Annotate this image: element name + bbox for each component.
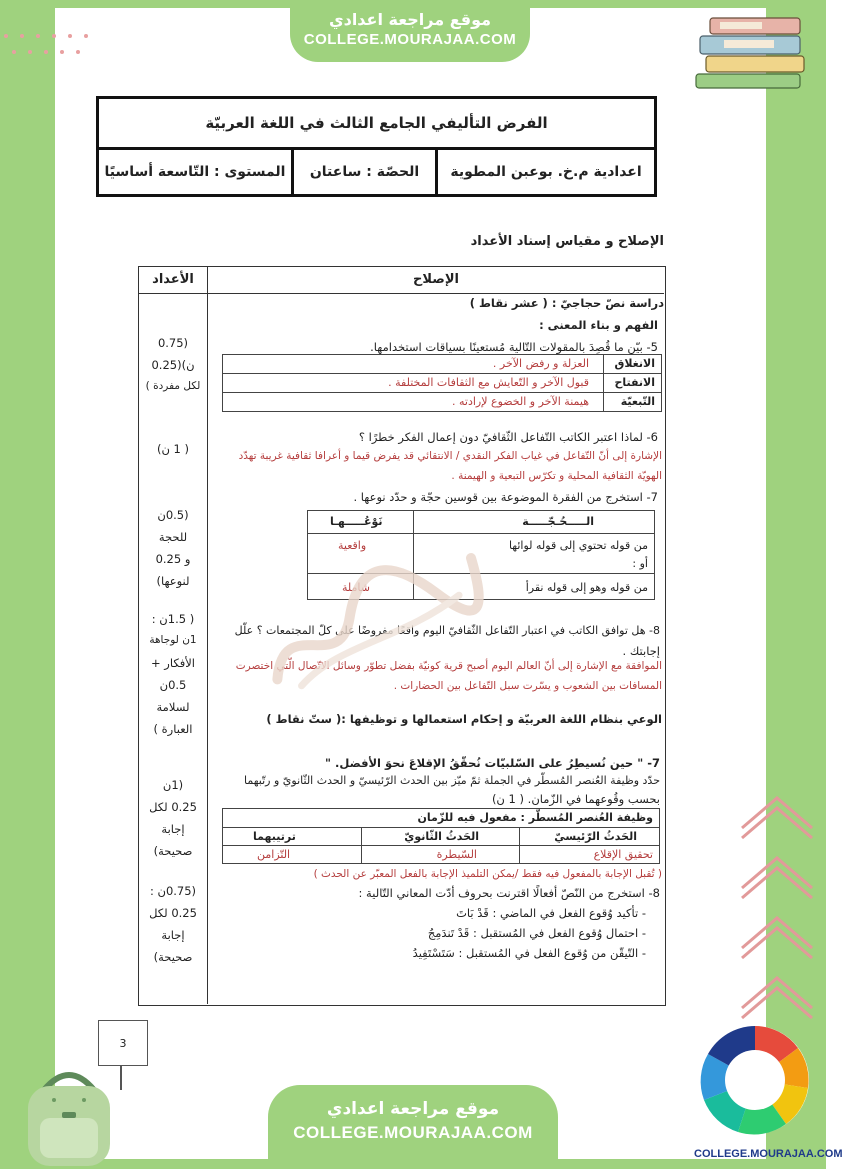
score-q7b: إجابة (161, 822, 185, 836)
banner-bottom-url[interactable]: COLLEGE.MOURAJAA.COM (293, 1123, 533, 1142)
score-q8: 1ن لوجاهة (149, 634, 197, 646)
q7-header-argument: الـــــحُـجّـــــة (522, 515, 594, 528)
section-argument-heading: دراسة نصّ حجاجيّ : ( عشر نقاط ) (469, 296, 664, 310)
q7b-header-order: ترتيبهما (253, 830, 296, 843)
school-backpack-icon (14, 1060, 124, 1168)
answer-8-line1: الموافقة مع الإشارة إلى أنّ العالم اليوم أصبح قرية كونيّة بفضل تطوّر وسائل الاتّصال الّتي اختصرت (235, 660, 662, 672)
answer-6-line1: الإشارة إلى أنّ التّفاعل في غياب الفكر النقدي / الانتقائي قد يفرض قيما و أعرافا ثقافية غريبة تهدّد (238, 450, 662, 462)
q7b-header-secondary: الحَدثُ الثّانويّ (404, 830, 479, 843)
q7-argument-2: من قوله وهو إلى قوله نقرأ (525, 581, 648, 594)
score-q6: ( 1 ن) (156, 442, 190, 456)
question-7b-line1: حدّد وظيفة العُنصر المُسطّر في الجملة ثمّ ميّز بين الحدث الرّئيسيّ و الحدث الثّانويّ و رتّبهما (244, 774, 660, 787)
score-q8b: إجابة (161, 928, 185, 942)
site-logo[interactable] (694, 1024, 843, 1164)
score-q7b: (1ن (162, 778, 184, 792)
question-7b-line2: بحسب وقُوعهما في الزّمان. ( 1 ن) (491, 792, 660, 806)
banner-top-arabic: موقع مراجعة اعدادي (328, 10, 492, 29)
chevron-up-decoration-icon (734, 792, 820, 1042)
q7b-header-main: الحَدثُ الرّئيسيّ (554, 830, 637, 843)
q7b-value-order: التّزامن (257, 848, 291, 861)
header-school: اعدادية م.خ. بوعبن المطوية (435, 150, 654, 194)
q5-meaning: هيمنة الآخر و الخضوع لإرادته . (452, 395, 589, 408)
q5-table-row-line (223, 392, 661, 393)
page-number: 3 (119, 1037, 127, 1050)
site-banner-top[interactable] (290, 0, 530, 62)
score-q5: لكل مفردة ) (145, 380, 201, 392)
question-8-line2: إجابتك . (622, 644, 660, 658)
exam-header (96, 96, 657, 197)
bullet-3: - التّيقّن من وُقوع الفعل في المُستقبل : سَتَسْتَفِيدُ (412, 946, 646, 960)
score-q8: لسلامة (156, 700, 190, 714)
q7b-table-line (223, 845, 659, 846)
answer-8-line2: المسافات بين الشعوب و يسّرت سبل التّفاعل بين الحضارات . (393, 680, 662, 692)
score-q8b: (0.75ن : (149, 884, 197, 898)
question-8-line1: 8- هل توافق الكاتب في اعتبار التّفاعل الثّقافيّ اليوم واقعًا مفروضًا على كلّ المجتمعات ؟ علّل (234, 624, 660, 637)
question-7b-quote: 7- " حين نُسيطِرُ على السّلبيّات نُحقّقُ الإقلاعَ نحوَ الأفضل. " (324, 756, 660, 770)
colorful-wheel-logo-icon (694, 1024, 816, 1142)
score-q8: الأفكار + (151, 656, 195, 670)
question-7: 7- استخرج من الفقرة الموضوعة بين قوسين حجّة و حدّد نوعها . (353, 490, 658, 504)
score-q7: للحجة (158, 530, 188, 544)
question-8b: 8- استخرج من النّصّ أفعالًا اقترنت بحروف أدّت المعاني التّالية : (358, 886, 660, 900)
score-q7b: 0.25 لكل (149, 800, 197, 814)
score-q5: (0.75 (157, 336, 189, 350)
score-q8: 0.5ن (159, 678, 187, 692)
section-title: الإصلاح و مقياس إسناد الأعداد (470, 234, 664, 249)
score-q8b: 0.25 لكل (149, 906, 197, 920)
column-header-scores: الأعداد (152, 272, 194, 287)
header-row-divider (139, 293, 664, 294)
score-q7: لنوعها) (156, 574, 190, 588)
header-level: المستوى : التّاسعة أساسيًا (104, 164, 286, 180)
books-stack-icon (690, 12, 815, 92)
q5-meaning: قبول الآخر و التّعايش مع الثقافات المختلفة . (388, 376, 589, 389)
q7-type-1: واقعية (338, 539, 367, 552)
score-q8: العبارة ) (153, 722, 193, 736)
q5-term: الانفتاح (614, 376, 655, 389)
decorative-dots (0, 30, 120, 70)
exam-title: الفرض التأليفي الجامع الثالث في اللغة العربيّة (99, 99, 654, 150)
q7-argument-1: من قوله تحتوي إلى قوله لوائها (508, 539, 648, 552)
score-q7b: صحيحة) (153, 844, 193, 858)
bullet-1: - تأكيد وُقوع الفعل في الماضي : قَدْ بَاتَ (456, 906, 646, 920)
q5-term: الانغلاق (614, 357, 655, 370)
logo-url-text: COLLEGE.MOURAJAA.COM (694, 1148, 843, 1160)
site-banner-bottom[interactable] (268, 1085, 558, 1169)
q5-meaning: العزلة و رفض الآخر . (492, 357, 589, 370)
answer-6-line2: الهويّة الثقافية المحلية و تكرّس التبعية و الهيمنة . (451, 470, 662, 482)
q5-table-row-line (223, 373, 661, 374)
q7b-table-divider (519, 827, 520, 863)
column-header-correction: الإصلاح (413, 272, 459, 287)
q5-term: التّبعيّة (620, 395, 655, 408)
score-q8b: صحيحة) (153, 950, 193, 964)
score-q7: و 0.25 (155, 552, 191, 566)
q5-table-divider (603, 355, 604, 411)
question-5: 5- بيّن ما قُصِدَ بالمقولات التّالية مُستعينًا بسياقات استخدامها. (370, 340, 658, 354)
q7b-value-main: تحقيق الإقلاع (593, 848, 653, 861)
banner-top-url[interactable]: COLLEGE.MOURAJAA.COM (303, 31, 517, 48)
column-divider (207, 267, 208, 1004)
note-accepted-answer: ( تُقبل الإجابة بالمفعول فيه فقط /يمكن التلميذ الإجابة بالفعل المعبّر عن الحدث ) (313, 868, 662, 880)
q7b-table-line (223, 827, 659, 828)
q5-table (222, 354, 662, 412)
question-6: 6- لماذا اعتبر الكاتب التّفاعل الثّقافيّ دون إعمال الفكر خطرًا ؟ (358, 430, 658, 444)
q7b-table-divider (361, 827, 362, 863)
q7-argument-or: أو : (632, 557, 648, 570)
banner-bottom-arabic: موقع مراجعة اعدادي (326, 1099, 500, 1119)
q7b-table (222, 808, 660, 864)
subsection-comprehension: الفهم و بناء المعنى : (539, 318, 658, 332)
q7-type-2: شاملة (342, 581, 370, 594)
q7-table-header-line (308, 533, 654, 534)
header-session: الحصّة : ساعتان (291, 150, 435, 194)
q7b-value-secondary: السّيطرة (436, 848, 477, 861)
q7b-function: وظيفة العُنصر المُسطّر : مفعول فيه للزّمان (417, 811, 653, 824)
section-language-heading: الوعي بنظام اللغة العربيّة و إحكام استعمالها و توظيفها :( ستّ نقاط ) (266, 712, 662, 726)
score-q7: (0.5ن (157, 508, 189, 522)
q7-header-type: نَوْعُـــــهـا (330, 515, 383, 528)
left-frame (0, 0, 55, 1169)
score-q8: ( 1.5ن : (151, 612, 195, 626)
score-q5: ن)(0.25 (151, 358, 195, 372)
bullet-2: - احتمال وُقوع الفعل في المُستقبل : قَدْ تَندَمِجُ (427, 926, 646, 940)
